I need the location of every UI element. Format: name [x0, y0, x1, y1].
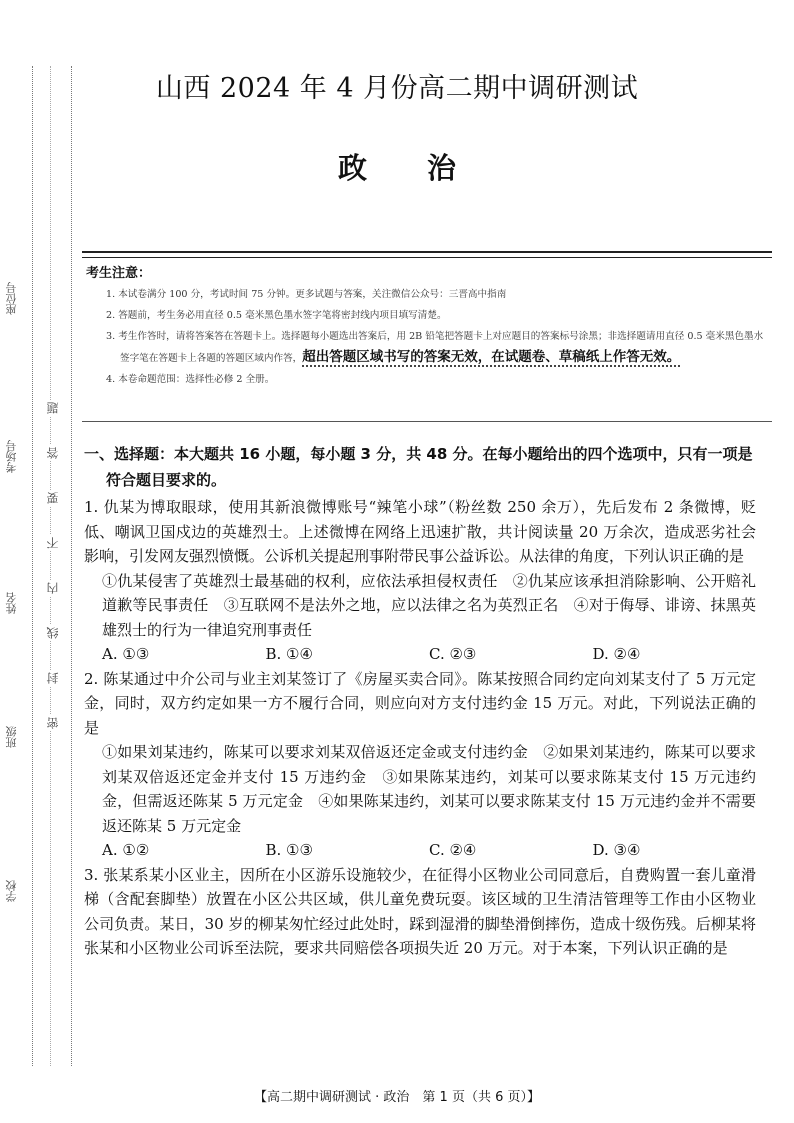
notice-list: [86, 284, 766, 390]
option-d: D. ②④: [592, 645, 641, 663]
option-c: C. ②④: [429, 841, 477, 859]
notice-item: 2. 答题前，考生务必用直径 0.5 毫米黑色墨水签字笔将密封线内项目填写清楚。: [106, 310, 447, 321]
seal-char: 内: [46, 582, 60, 594]
question-stem: 3. 张某系某小区业主，因所在小区游乐设施较少，在征得小区物业公司同意后，自费购置一套儿童滑梯（含配套脚垫）放置在小区公共区域，供儿童免费玩耍。该区域的卫生清洁管理等工作由小区物业公司负责。某日，30 岁的柳某匆忙经过此处时，踩到湿滑的脚垫滑倒摔伤，造成十级伤残。后柳某将张某和小区物业公司诉至法院，要求共同赔偿各项损失近 20 万元。对于本案，下列认识正确的是: [84, 865, 756, 957]
question-stem: 2. 陈某通过中介公司与业主刘某签订了《房屋买卖合同》。陈某按照合同约定向刘某支付了 5 万元定金，同时，双方约定如果一方不履行合同，则应向对方支付违约金 15 万元。对此，下列说法正确的是: [84, 669, 756, 737]
seal-char: 要: [46, 492, 60, 504]
question-statements: ①仇某侵害了英雄烈士最基础的权利，应依法承担侵权责任 ②仇某应该承担消除影响、公开赔礼道歉等民事责任 ③互联网不是法外之地，应以法律之名为英烈正名 ④对于侮辱、诽谤、抹黑英雄烈士的行为一律追究刑事责任: [102, 571, 756, 639]
notice-emphasis: 超出答题区域书写的答案无效，在试题卷、草稿纸上作答无效。: [302, 349, 681, 365]
name-label: 姓名: [5, 592, 18, 614]
notice-item: [86, 326, 766, 369]
notice-item: 1. 本试卷满分 100 分，考试时间 75 分钟。更多试题与答案，关注微信公众号：三晋高中指南: [106, 289, 507, 300]
questions-area: [84, 441, 756, 961]
seal-char: 答: [46, 447, 60, 459]
notice-block: [86, 262, 766, 390]
notice-heading: 考生注意：: [86, 266, 152, 281]
seal-char: 不: [46, 537, 60, 549]
notice-divider: [82, 421, 772, 422]
notice-item: 4. 本卷命题范围：选择性必修 2 全册。: [106, 374, 275, 385]
school-label: 学校: [5, 880, 18, 902]
option-a: A. ①③: [102, 645, 150, 663]
question-statements: ①如果刘某违约，陈某可以要求刘某双倍返还定金或支付违约金 ②如果刘某违约，陈某可以要求刘某双倍返还定金并支付 15 万违约金 ③如果陈某违约，刘某可以要求陈某支付 15 万元违约金，但需返还陈某 5 万元定金 ④如果陈某违约，刘某可以要求陈某支付 15 万元违约金并不需要返还陈某 5 万元定金: [102, 743, 756, 835]
binding-margin: [32, 66, 72, 1066]
question-1: [84, 495, 756, 667]
question-stem: 1. 仇某为博取眼球，使用其新浪微博账号“辣笔小球”（粉丝数 250 余万），先后发布 2 条微博，贬低、嘲讽卫国戍边的英雄烈士。上述微博在网络上迅速扩散，共计阅读量 20 万余次，造成恶劣社会影响，引发网友强烈愤慨。公诉机关提起刑事附带民事公益诉讼。从法律的角度，下列认识正确的是: [84, 498, 756, 565]
seal-char: 封: [46, 672, 60, 684]
seal-char: 线: [46, 627, 60, 639]
option-d: D. ③④: [592, 841, 641, 859]
question-3: [84, 863, 756, 961]
page-footer: 【高二期中调研测试 · 政治 第 1 页（共 6 页）】: [254, 1090, 540, 1105]
seat-number-label: 座位号: [5, 282, 18, 315]
subject-title: 政治: [337, 151, 516, 185]
exam-title: 山西 2024 年 4 月份高二期中调研测试: [155, 73, 639, 104]
header-divider: [82, 251, 772, 258]
section-heading: 一、选择题：本大题共 16 小题，每小题 3 分，共 48 分。在每小题给出的四个选项中，只有一项是符合题目要求的。: [84, 445, 753, 489]
seal-char: 密: [46, 717, 60, 729]
option-b: B. ①③: [265, 841, 313, 859]
option-c: C. ②③: [429, 645, 477, 663]
question-options: [84, 838, 756, 863]
notice-item-text: 3. 考生作答时，请将答案答在答题卡上。选择题每小题选出答案后，用 2B 铅笔把答题卡上对应题目的答案标号涂黑；非选择题请用直径 0.5 毫米黑色墨水签字笔在答题卡上各题的答题区域内作答，: [106, 331, 764, 364]
question-2: [84, 667, 756, 863]
option-a: A. ①②: [102, 841, 150, 859]
question-options: [84, 642, 756, 667]
exam-room-label: 考场号: [5, 440, 18, 473]
class-label: 班级: [5, 726, 18, 748]
option-b: B. ①④: [265, 645, 313, 663]
seal-char: 题: [46, 402, 60, 414]
